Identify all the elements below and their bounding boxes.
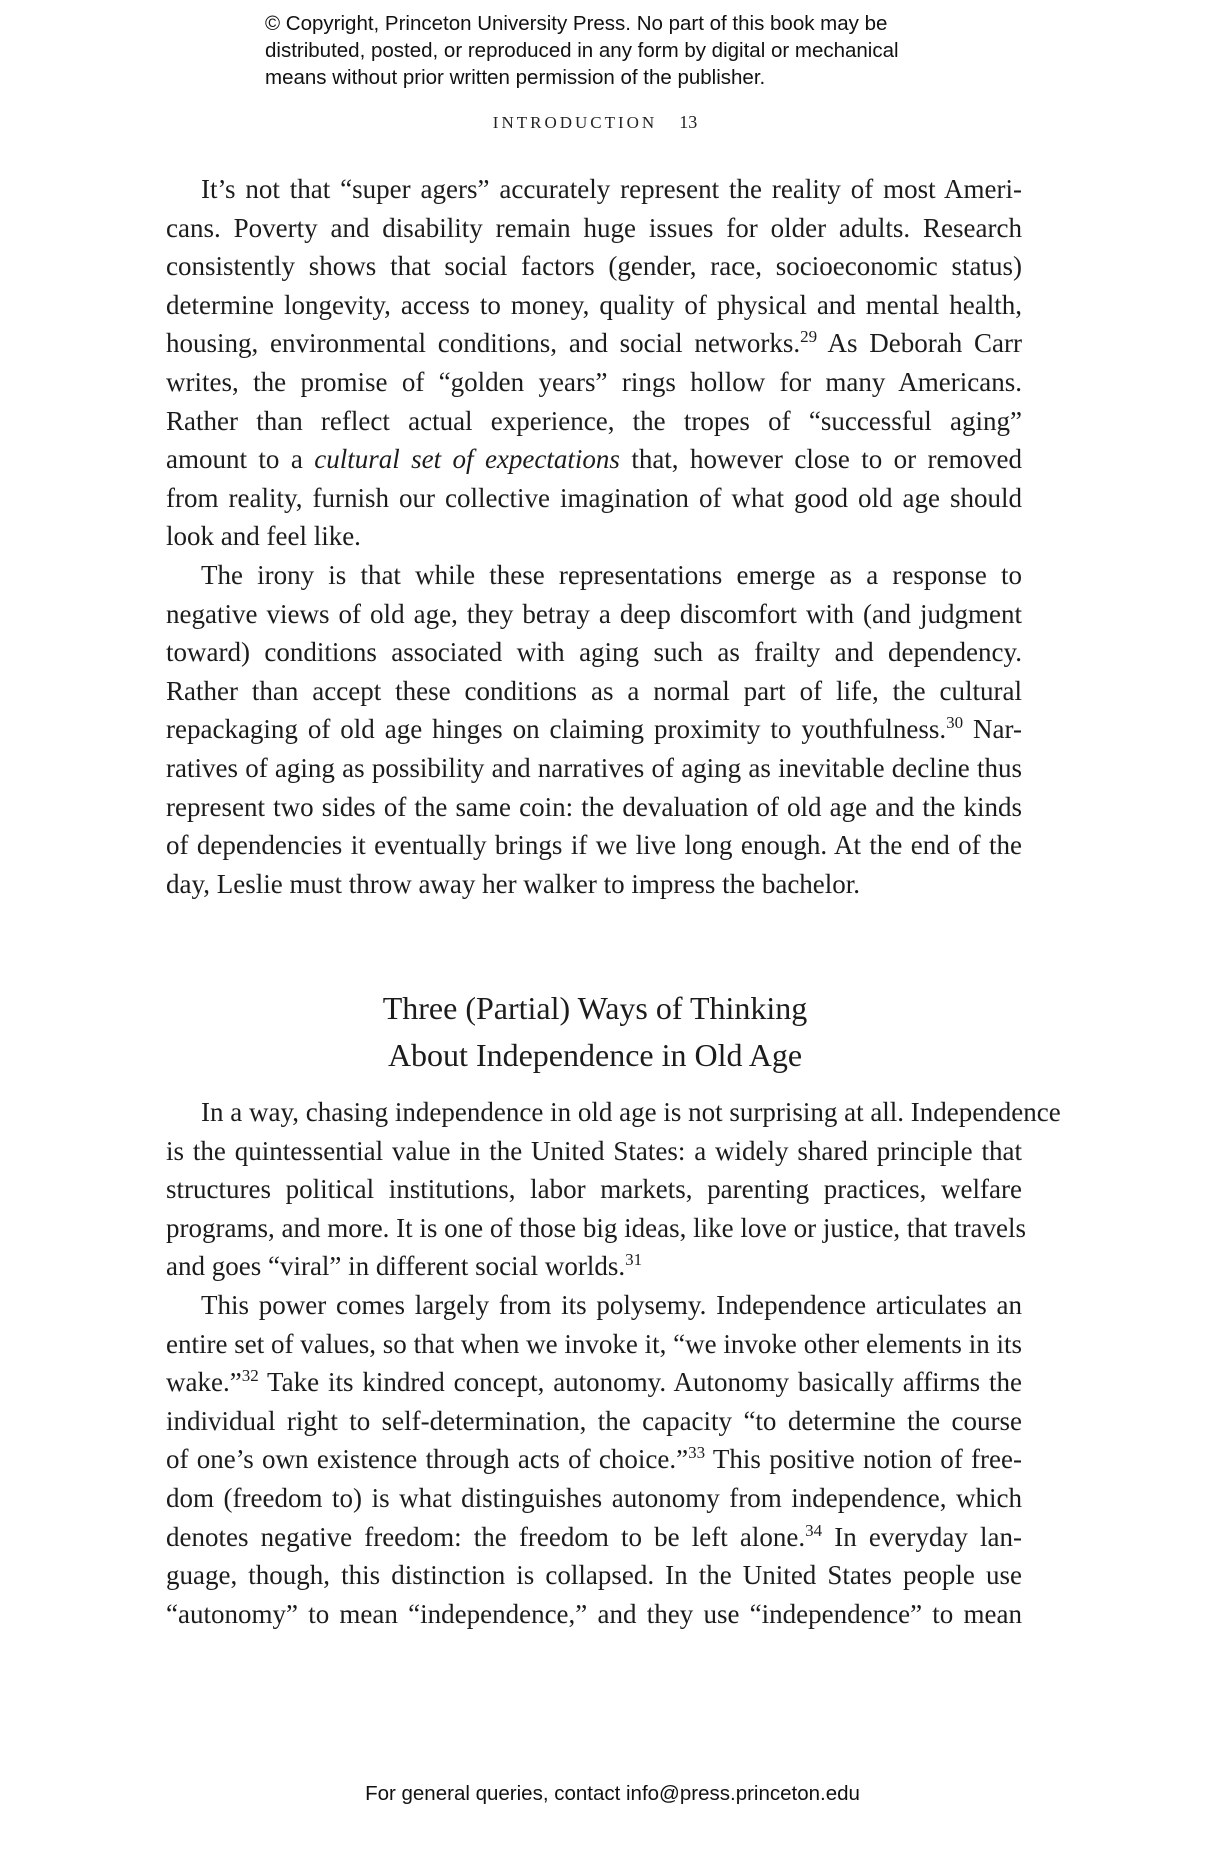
footnote-ref[interactable]: 33 — [688, 1443, 706, 1463]
text-segment: The irony is that while these representations emerge as a response to — [201, 559, 1022, 590]
footnote-ref[interactable]: 30 — [946, 713, 964, 733]
text-segment: repackaging of old age hinges on claiming proximity to youthfulness. — [166, 714, 947, 745]
text-segment: of dependencies it eventually brings if we live long enough. At the end of the — [166, 830, 1022, 861]
text-segment: day, Leslie must throw away her walker to impress the bachelor. — [166, 868, 861, 899]
text-segment: “autonomy” to mean “independence,” and they use “independence” to mean — [166, 1598, 1022, 1629]
text-line — [166, 1440, 1022, 1479]
copyright-line: distributed, posted, or reproduced in any form by digital or mechanical — [265, 39, 899, 62]
text-line — [166, 1132, 1022, 1171]
text-line — [166, 209, 1022, 248]
text-segment: Take its kindred concept, autonomy. Autonomy basically affirms the — [258, 1367, 1022, 1398]
copyright-notice — [265, 10, 899, 91]
running-head — [0, 112, 1190, 133]
text-line — [166, 710, 1022, 749]
paragraph — [166, 170, 1022, 556]
text-segment: Nar- — [963, 714, 1022, 745]
text-line — [166, 556, 1022, 595]
text-line — [166, 595, 1022, 634]
text-segment: dom (freedom to) is what distinguishes autonomy from independence, which — [166, 1482, 1022, 1513]
text-line — [166, 402, 1022, 441]
text-segment: In a way, chasing independence in old age is not surprising at all. Independence — [201, 1097, 1061, 1127]
text-segment: In everyday lan- — [822, 1521, 1022, 1552]
text-segment: writes, the promise of “golden years” rings hollow for many Americans. — [166, 366, 1022, 397]
footnote-ref[interactable]: 29 — [800, 327, 818, 347]
text-segment: As Deborah Carr — [817, 328, 1023, 359]
text-segment: is the quintessential value in the United States: a widely shared principle that — [166, 1135, 1022, 1166]
text-segment: and goes “viral” in different social worlds. — [166, 1251, 626, 1282]
text-line — [166, 170, 1022, 209]
text-line — [166, 1093, 1061, 1132]
text-segment: It’s not that “super agers” accurately represent the reality of most Ameri- — [201, 174, 1022, 204]
text-segment: individual right to self-determination, the capacity “to determine the course — [166, 1405, 1022, 1436]
text-line — [166, 1170, 1022, 1209]
text-line — [166, 247, 1022, 286]
paragraph — [166, 1286, 1022, 1633]
text-segment: guage, though, this distinction is collapsed. In the United States people use — [166, 1560, 1022, 1591]
footnote-ref[interactable]: 34 — [805, 1520, 823, 1540]
text-segment: represent two sides of the same coin: the devaluation of old age and the kinds — [166, 791, 1022, 822]
paragraph — [166, 1093, 1061, 1286]
text-line — [166, 1209, 1027, 1248]
text-segment: negative views of old age, they betray a deep discomfort with (and judgment — [166, 598, 1022, 629]
text-line — [166, 1556, 1022, 1595]
text-segment: look and feel like. — [166, 521, 361, 552]
text-line — [166, 1595, 1022, 1634]
paragraph — [166, 556, 1022, 903]
text-line — [166, 633, 1022, 672]
text-segment: that, however close to or removed — [619, 444, 1023, 475]
heading-line: Three (Partial) Ways of Thinking — [382, 990, 808, 1026]
footer-contact: For general queries, contact info@press.princeton.edu — [365, 1782, 860, 1805]
text-line — [166, 1325, 1022, 1364]
italic-text: cultural set of expectations — [314, 444, 620, 475]
text-line — [166, 517, 1022, 556]
text-line — [166, 1363, 1022, 1402]
text-segment: toward) conditions associated with aging such as frailty and dependency. — [166, 637, 1022, 668]
text-line — [166, 749, 1022, 788]
text-segment: amount to a — [166, 444, 315, 475]
text-line — [166, 1286, 1022, 1325]
text-line — [166, 1247, 1022, 1286]
heading-line: About Independence in Old Age — [387, 1037, 803, 1073]
text-segment: programs, and more. It is one of those big ideas, like love or justice, that travels — [166, 1212, 1027, 1243]
text-segment: wake.” — [166, 1367, 242, 1398]
text-segment: housing, environmental conditions, and social networks. — [166, 328, 801, 359]
text-line — [166, 324, 1022, 363]
text-segment: of one’s own existence through acts of choice.” — [166, 1444, 689, 1475]
text-line — [166, 865, 1022, 904]
text-line — [166, 363, 1022, 402]
text-segment: denotes negative freedom: the freedom to be left alone. — [166, 1521, 806, 1552]
text-segment: from reality, furnish our collective imagination of what good old age should — [166, 482, 1022, 513]
text-segment: This positive notion of free- — [705, 1444, 1022, 1475]
text-segment: entire set of values, so that when we invoke it, “we invoke other elements in its — [166, 1328, 1022, 1359]
text-line — [166, 440, 1022, 479]
text-line — [166, 672, 1022, 711]
text-segment: Rather than accept these conditions as a normal part of life, the cultural — [166, 675, 1022, 706]
text-line — [166, 1402, 1022, 1441]
text-line — [166, 788, 1022, 827]
text-segment: cans. Poverty and disability remain huge issues for older adults. Research — [166, 212, 1022, 243]
text-line — [166, 1479, 1022, 1518]
section-heading — [0, 985, 1190, 1079]
text-segment: This power comes largely from its polysemy. Independence articulates an — [201, 1289, 1022, 1320]
text-segment: structures political institutions, labor markets, parenting practices, welfare — [166, 1174, 1022, 1205]
page-number: 13 — [679, 112, 698, 132]
text-segment: Rather than reflect actual experience, the tropes of “successful aging” — [166, 405, 1022, 436]
text-line — [166, 286, 1022, 325]
text-line — [166, 826, 1022, 865]
section-1-body — [166, 170, 1022, 903]
footnote-ref[interactable]: 32 — [241, 1366, 259, 1386]
text-segment: consistently shows that social factors (gender, race, socioeconomic status) — [166, 251, 1022, 282]
text-line — [166, 479, 1022, 518]
text-segment: determine longevity, access to money, quality of physical and mental health, — [166, 289, 1022, 320]
section-2-body — [166, 1093, 1061, 1633]
copyright-line: © Copyright, Princeton University Press. No part of this book may be — [265, 12, 888, 35]
footnote-ref[interactable]: 31 — [625, 1250, 643, 1270]
text-line — [166, 1518, 1022, 1557]
text-segment: ratives of aging as possibility and narratives of aging as inevitable decline thus — [166, 752, 1022, 783]
running-head-title: INTRODUCTION — [492, 113, 658, 132]
copyright-line: means without prior written permission of the publisher. — [265, 66, 766, 89]
